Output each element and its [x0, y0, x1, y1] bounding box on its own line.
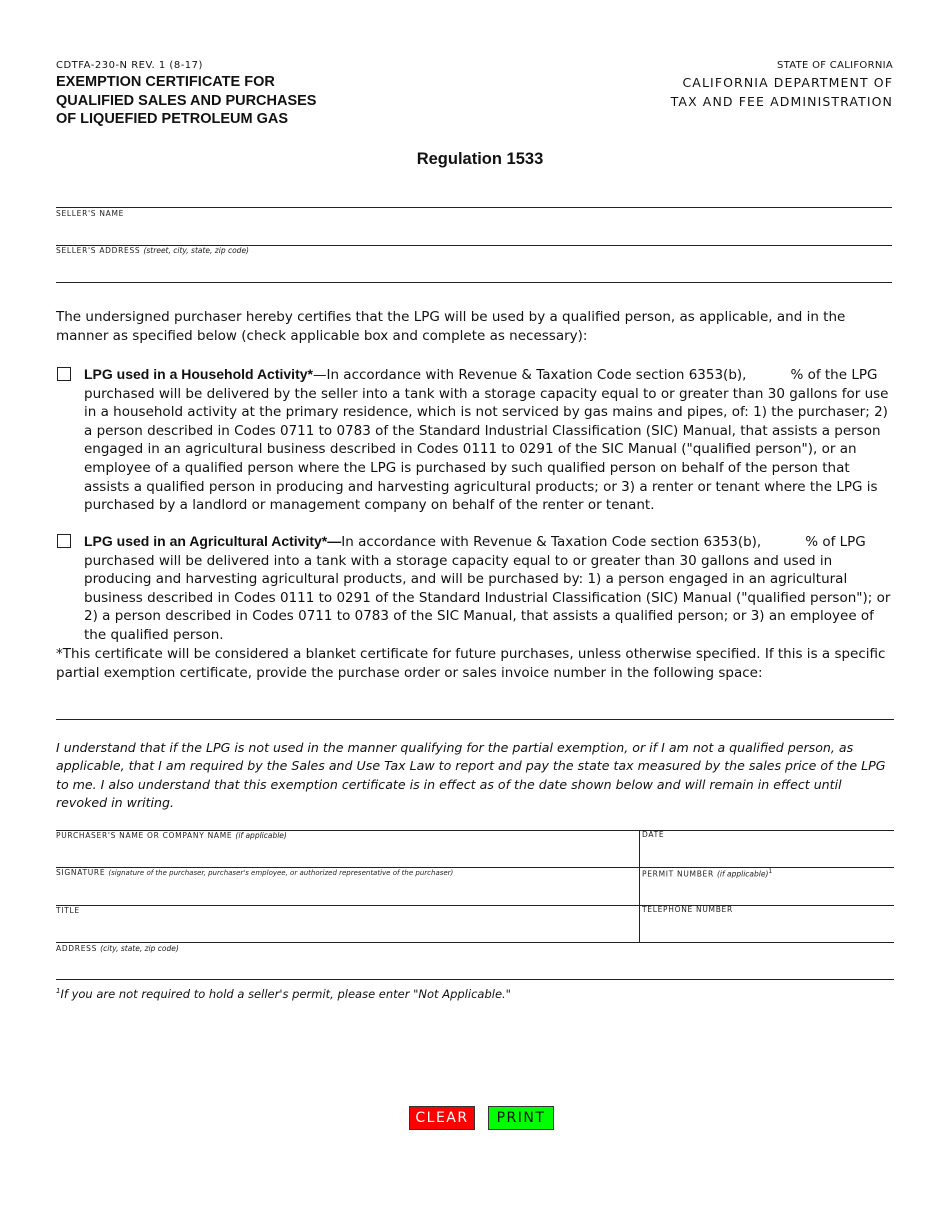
seller-address-label — [56, 246, 249, 255]
agricultural-percent-field[interactable] — [761, 534, 805, 550]
signature-field[interactable] — [56, 880, 640, 904]
seller-name-field[interactable] — [56, 220, 894, 244]
purchaser-address-field[interactable] — [56, 955, 896, 979]
permit-number-field[interactable] — [642, 880, 896, 904]
purchaser-address-hint: (city, state, zip code) — [100, 944, 179, 953]
divider — [56, 979, 894, 980]
agricultural-text: % of LPG purchased will be delivered into a tank with a storage capacity equal to or greater than 30 gallons and used in producing and harvesting agricultural products, and will be purchased by: 1) a person engaged in an agricultural business described in Codes 0111 to 0291 of the Standard Industrial Classification (SIC) Manual ("qualified person"); or 2) a person described in Codes 0711 to 0783 of the SIC Manual, that assists a qualified person; or 3) an employee of the qualified person. — [84, 534, 891, 643]
purchaser-name-field[interactable] — [56, 842, 640, 866]
telephone-label: TELEPHONE NUMBER — [642, 905, 733, 914]
permit-number-label-text: PERMIT NUMBER — [642, 869, 714, 879]
print-button[interactable]: PRINT — [488, 1106, 554, 1130]
permit-footnote-mark: 1 — [768, 868, 773, 875]
divider — [56, 719, 894, 720]
purchaser-name-label — [56, 831, 287, 840]
signature-label — [56, 868, 453, 877]
date-field[interactable] — [642, 842, 896, 866]
purchaser-name-label-text: PURCHASER'S NAME OR COMPANY NAME — [56, 831, 233, 840]
divider — [56, 905, 894, 906]
footnote-mark: 1 — [56, 987, 61, 996]
title-line-3: OF LIQUEFIED PETROLEUM GAS — [56, 111, 289, 127]
clear-button[interactable]: CLEAR — [409, 1106, 475, 1130]
seller-address-label-text: SELLER'S ADDRESS — [56, 246, 141, 255]
permit-number-hint: (if applicable) — [716, 869, 769, 879]
footnote — [56, 987, 511, 1001]
form-title — [56, 73, 316, 129]
title-line-1: EXEMPTION CERTIFICATE FOR — [56, 74, 275, 90]
seller-address-field[interactable] — [56, 257, 894, 281]
seller-address-hint: (street, city, state, zip code) — [143, 246, 249, 255]
form-number: CDTFA-230-N REV. 1 (8-17) — [56, 60, 203, 71]
purchaser-address-label-text: ADDRESS — [56, 944, 98, 953]
state-label: STATE OF CALIFORNIA — [776, 60, 893, 71]
title-field[interactable] — [56, 917, 640, 941]
department-line-2: TAX AND FEE ADMINISTRATION — [670, 93, 893, 109]
agricultural-checkbox[interactable] — [57, 534, 71, 548]
signature-hint: (signature of the purchaser, purchaser's employee, or authorized representative of the purchaser) — [108, 869, 454, 877]
blanket-note: *This certificate will be considered a blanket certificate for future purchases, unless otherwise specified. If this is a specific partial exemption certificate, provide the purchase order or sales invoice number in the following space: — [56, 646, 886, 681]
household-percent-field[interactable] — [746, 367, 790, 383]
title-label: TITLE — [56, 906, 80, 915]
seller-name-label: SELLER'S NAME — [56, 209, 125, 218]
household-checkbox[interactable] — [57, 367, 71, 381]
household-text: % of the LPG purchased will be delivered by the seller into a tank with a storage capacity equal to or greater than 30 gallons for use in a household activity at the primary residence, which is not serviced by gas mains and pipes, of: 1) the purchaser; 2) a person described in Codes 0711 to 0783 of the Standard Industrial Classification (SIC) Manual, that assists a person engaged in an agricultural business described in Codes 0111 to 0291 of the SIC Manual ("qualified person"), or an employee of a qualified person where the LPG is purchased by such qualified person on behalf of the person that assists a qualified person in producing and harvesting agricultural products; or 3) a renter or tenant where the LPG is purchased by a landlord or management company on behalf of the renter or tenant. — [84, 367, 889, 514]
purchaser-name-hint: (if applicable) — [235, 831, 287, 840]
signature-label-text: SIGNATURE — [56, 868, 106, 877]
divider — [56, 282, 892, 283]
date-label: DATE — [642, 830, 665, 839]
agricultural-heading: LPG used in an Agricultural Activity*— — [84, 533, 342, 549]
title-line-2: QUALIFIED SALES AND PURCHASES — [56, 92, 317, 109]
department-line-1: CALIFORNIA DEPARTMENT OF — [682, 75, 893, 90]
divider — [56, 207, 892, 208]
household-heading: LPG used in a Household Activity* — [84, 366, 313, 382]
permit-number-label — [642, 868, 773, 879]
footnote-text: If you are not required to hold a seller's permit, please enter "Not Applicable." — [60, 987, 511, 1001]
department-name — [671, 74, 893, 111]
intro-paragraph: The undersigned purchaser hereby certifies that the LPG will be used by a qualified person, as applicable, and in the manner as specified below (check applicable box and complete as necessary): — [56, 309, 846, 344]
purchaser-statement: I understand that if the LPG is not used in the manner qualifying for the partial exemption, or if I am not a qualified person, as applicable, that I am required by the Sales and Use Tax Law to report and pay the state tax measured by the sales price of the LPG to me. I also understand that this exemption certificate is in effect as of the date shown below and will remain in effect until revoked in writing. — [56, 740, 886, 811]
household-paragraph — [84, 365, 896, 515]
divider — [56, 942, 894, 943]
household-lead: —In accordance with Revenue & Taxation Code section 6353(b), — [312, 367, 747, 383]
telephone-field[interactable] — [642, 917, 896, 941]
purchaser-address-label — [56, 944, 179, 953]
invoice-number-field[interactable] — [56, 694, 896, 718]
regulation-heading: Regulation 1533 — [416, 150, 544, 168]
agricultural-paragraph — [84, 532, 896, 645]
agricultural-lead: In accordance with Revenue & Taxation Code section 6353(b), — [341, 534, 762, 550]
